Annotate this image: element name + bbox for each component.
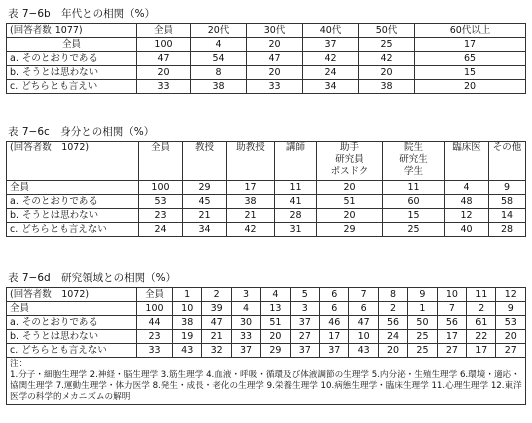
table-7-6d-caption: 表 7−6d 研究領域との相関（%） [8,272,177,284]
table-cell: 43 [173,344,202,358]
table-cell: 20 [317,181,383,195]
table-cell: 42 [303,52,359,66]
table-cell: 54 [191,52,247,66]
table-cell: 56 [437,316,466,330]
table-cell: 10 [349,330,378,344]
table-cell: 2 [378,302,407,316]
header-cell: 30代 [247,24,303,38]
table-cell: 33 [231,330,260,344]
table-header-row [7,24,526,38]
table-7-6c-section [6,124,526,237]
table-cell: 13 [261,302,290,316]
table-cell: 10 [173,302,202,316]
table-cell: 46 [320,316,349,330]
table-cell: 8 [191,66,247,80]
table-cell: 15 [415,66,526,80]
table-cell: 25 [359,38,415,52]
row-label: a. そのとおりである [7,195,139,209]
table-cell: 37 [303,38,359,52]
header-cell: 3 [231,288,260,302]
table-cell: 100 [139,181,183,195]
header-cell: (回答者数 1072) [7,288,137,302]
header-cell: 教授 [183,142,227,181]
table-cell: 27 [290,330,319,344]
table-cell: 17 [415,38,526,52]
row-label: c. どちらとも言えない [7,344,137,358]
notes-title: 注： [10,359,28,369]
header-cell: 7 [349,288,378,302]
table-cell: 21 [183,209,227,223]
table-row [7,52,526,66]
header-cell: 40代 [303,24,359,38]
header-cell: 院生 研究生 学生 [383,142,445,181]
table-cell: 20 [261,330,290,344]
row-label: c. どちらとも言えい [7,80,137,94]
table-cell: 34 [183,223,227,237]
table-cell: 38 [359,80,415,94]
table-cell: 14 [489,209,526,223]
row-label: 全員 [7,181,139,195]
table-cell: 17 [227,181,275,195]
table-cell: 20 [378,344,407,358]
table-cell: 33 [247,80,303,94]
header-cell: 1 [173,288,202,302]
row-label: b. そうとは思わない [7,330,137,344]
table-cell: 4 [445,181,489,195]
table-cell: 61 [467,316,496,330]
table-cell: 53 [139,195,183,209]
table-cell: 21 [227,209,275,223]
table-cell: 50 [408,316,437,330]
table-cell: 9 [496,302,526,316]
table-cell: 23 [139,209,183,223]
table-cell: 22 [467,330,496,344]
table-cell: 25 [408,344,437,358]
table-7-6b-caption: 表 7−6b 年代との相関（%） [8,8,156,20]
table-cell: 20 [247,38,303,52]
table-cell: 38 [173,316,202,330]
table-7-6c [6,141,526,237]
header-cell: 2 [202,288,231,302]
header-cell: 全員 [139,142,183,181]
table-cell: 4 [231,302,260,316]
notes-cell [7,358,526,405]
table-cell: 2 [467,302,496,316]
table-cell: 24 [378,330,407,344]
table-cell: 34 [303,80,359,94]
table-row [7,181,526,195]
notes-text: 1.分子・細胞生理学 2.神経・脳生理学 3.筋生理学 4.血液・呼吸・循環及び体液調節の生理学 5.内分泌・生殖生理学 6.環境・適応・協関生理学 7.運動生理学・体力医学 8.発生・成長・老化の生理学 9.栄養生理学 10.病態生理学・臨床生理学 11.心理生理学 12.東洋医学の科学的メカニズムの解明 [10,370,522,402]
table-cell: 17 [467,344,496,358]
table-cell: 3 [290,302,319,316]
table-cell: 37 [290,344,319,358]
header-cell: 12 [496,288,526,302]
table-cell: 45 [183,195,227,209]
table-cell: 65 [415,52,526,66]
table-cell: 9 [489,181,526,195]
table-cell: 24 [139,223,183,237]
table-row [7,316,526,330]
table-cell: 48 [445,195,489,209]
table-cell: 20 [317,209,383,223]
table-cell: 100 [137,302,173,316]
table-header-row [7,288,526,302]
table-cell: 11 [275,181,317,195]
table-cell: 17 [320,330,349,344]
table-cell: 6 [349,302,378,316]
row-label: a. そのとおりである [7,316,137,330]
table-cell: 24 [303,66,359,80]
row-label: a. そのとおりである [7,52,137,66]
table-cell: 37 [320,344,349,358]
table-cell: 31 [275,223,317,237]
header-cell: 10 [437,288,466,302]
header-cell: 50代 [359,24,415,38]
table-cell: 12 [445,209,489,223]
header-cell: 11 [467,288,496,302]
header-cell: 4 [261,288,290,302]
header-cell: 5 [290,288,319,302]
table-cell: 33 [137,80,191,94]
table-cell: 42 [359,52,415,66]
table-row [7,195,526,209]
row-label: c. どちらとも言えない [7,223,139,237]
table-cell: 28 [275,209,317,223]
table-cell: 39 [202,302,231,316]
table-cell: 58 [489,195,526,209]
table-cell: 20 [415,80,526,94]
table-cell: 29 [183,181,227,195]
table-cell: 20 [137,66,191,80]
table-cell: 29 [317,223,383,237]
header-cell: 8 [378,288,407,302]
table-7-6c-caption: 表 7−6c 身分との相関（%） [8,126,155,138]
table-cell: 20 [359,66,415,80]
table-cell: 37 [290,316,319,330]
table-cell: 27 [437,344,466,358]
table-row [7,344,526,358]
table-cell: 47 [247,52,303,66]
table-row [7,302,526,316]
table-row [7,223,526,237]
table-cell: 38 [227,195,275,209]
table-cell: 53 [496,316,526,330]
row-label: b. そうとは思わない [7,209,139,223]
header-cell: 全員 [137,288,173,302]
table-7-6d-section [6,270,526,405]
row-label: 全員 [7,38,137,52]
table-cell: 33 [137,344,173,358]
table-cell: 32 [202,344,231,358]
table-cell: 25 [408,330,437,344]
table-cell: 6 [320,302,349,316]
header-cell: 臨床医 [445,142,489,181]
notes-row [7,358,526,405]
table-cell: 20 [496,330,526,344]
table-cell: 21 [202,330,231,344]
table-row [7,209,526,223]
table-cell: 7 [437,302,466,316]
table-cell: 40 [445,223,489,237]
table-cell: 11 [383,181,445,195]
header-cell: 60代以上 [415,24,526,38]
table-cell: 43 [349,344,378,358]
table-cell: 19 [173,330,202,344]
table-cell: 44 [137,316,173,330]
header-cell: 助手 研究員 ポスドク [317,142,383,181]
table-cell: 28 [489,223,526,237]
header-cell: (回答者数 1072) [7,142,139,181]
table-cell: 42 [227,223,275,237]
table-cell: 20 [247,66,303,80]
table-cell: 51 [317,195,383,209]
table-cell: 30 [231,316,260,330]
table-cell: 60 [383,195,445,209]
table-7-6b [6,23,526,94]
table-7-6d [6,287,526,405]
header-cell: その他 [489,142,526,181]
header-cell: 20代 [191,24,247,38]
header-cell: 6 [320,288,349,302]
table-header-row [7,142,526,181]
table-cell: 27 [496,344,526,358]
row-label: 全員 [7,302,137,316]
table-cell: 47 [202,316,231,330]
header-cell: 助教授 [227,142,275,181]
table-row [7,80,526,94]
table-cell: 38 [191,80,247,94]
table-row [7,66,526,80]
table-7-6b-section [6,6,526,94]
table-cell: 29 [261,344,290,358]
table-cell: 4 [191,38,247,52]
table-cell: 47 [137,52,191,66]
header-cell: (回答者数 1077) [7,24,137,38]
table-cell: 25 [383,223,445,237]
table-cell: 100 [137,38,191,52]
header-cell: 全員 [137,24,191,38]
table-cell: 37 [231,344,260,358]
table-cell: 15 [383,209,445,223]
header-cell: 講師 [275,142,317,181]
table-cell: 17 [437,330,466,344]
table-row [7,38,526,52]
table-cell: 47 [349,316,378,330]
table-cell: 23 [137,330,173,344]
row-label: b. そうとは思わない [7,66,137,80]
table-cell: 1 [408,302,437,316]
table-cell: 51 [261,316,290,330]
table-row [7,330,526,344]
table-cell: 56 [378,316,407,330]
header-cell: 9 [408,288,437,302]
table-cell: 41 [275,195,317,209]
